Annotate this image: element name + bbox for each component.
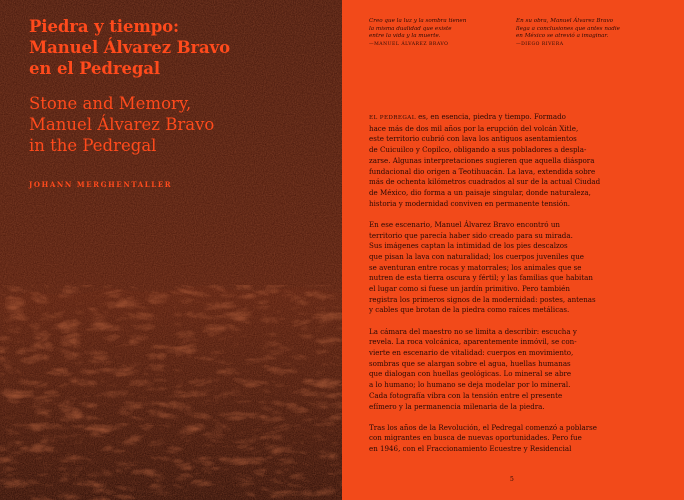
title-en-line: Stone and Memory, <box>29 94 192 113</box>
text-line: que pisan la lava con naturalidad; los cuerpos juveniles que <box>369 251 584 261</box>
epigraphs <box>369 18 669 58</box>
text-line: a lo humano; lo humano se deja modelar por lo mineral. <box>369 380 571 390</box>
text-line: revela. La roca volcánica, aparentemente inmóvil, se con- <box>369 337 577 347</box>
author-name: JOHANN MERGHENTALLER <box>29 180 173 189</box>
epigraph-attribution: —MANUEL ÁLVAREZ BRAVO <box>369 41 449 47</box>
text-line: La cámara del maestro no se limita a describir: escucha y <box>369 326 577 336</box>
text-line: sombras que se alargan sobre el agua, huellas humanas <box>369 358 571 368</box>
text-line: nutren de esta tierra oscura y fértil; y las familias que habitan <box>369 273 593 283</box>
text-line: que dialogan con huellas geológicas. Lo mineral se abre <box>369 369 572 379</box>
epigraph-line: la misma dualidad que existe <box>369 25 452 32</box>
text-line: este territorio cubrió con lava los antiguos asentamientos <box>369 134 577 144</box>
right-page <box>342 0 684 500</box>
epigraph-line: llega a conclusiones que antes nadie <box>516 25 620 32</box>
text-line: de México, dio forma a un paisaje singular, donde naturaleza, <box>369 187 591 197</box>
epigraph-alvarez-bravo <box>369 18 499 48</box>
text-line: más de ochenta kilómetros cuadrados al sur de la actual Ciudad <box>369 177 601 187</box>
text-line: vierte en escenario de vitalidad: cuerpos en movimiento, <box>369 348 574 358</box>
text-line <box>369 112 629 124</box>
title-es-line: en el Pedregal <box>29 59 161 78</box>
text-line: zarse. Algunas interpretaciones sugieren que aquella diáspora <box>369 155 595 165</box>
paragraph <box>369 220 629 316</box>
text-line: hace más de dos mil años por la erupción del volcán Xitle, <box>369 123 579 133</box>
text-line: de Cuicuilco y Copilco, obligando a sus pobladores a despla- <box>369 145 587 155</box>
epigraph-rivera <box>516 18 646 48</box>
left-title-block <box>29 16 329 189</box>
text-line: y cables que brotan de la piedra como raíces metálicas. <box>369 305 570 315</box>
epigraph-line: entre la vida y la muerte. <box>369 33 441 40</box>
text-line: con migrantes en busca de nuevas oportunidades. Pero fue <box>369 433 582 443</box>
epigraph-line: Creo que la luz y la sombra tienen <box>369 18 467 24</box>
text-line: Tras los años de la Revolución, el Pedregal comenzó a poblarse <box>369 422 598 432</box>
text-line: fundacional dio origen a Teotihuacán. La lava, extendida sobre <box>369 166 596 176</box>
text-line: en 1946, con el Fraccionamiento Ecuestre y Residencial <box>369 444 572 454</box>
text-line: territorio que parecía haber sido creado para su mirada. <box>369 230 573 240</box>
paragraph <box>369 112 629 209</box>
text-line: registra los primeros signos de la modernidad: postes, antenas <box>369 294 596 304</box>
body-text <box>369 112 629 465</box>
text-fragment: es, en esencia, piedra y tiempo. Formado <box>415 112 566 121</box>
title-spanish <box>29 16 329 79</box>
title-es-line: Piedra y tiempo: <box>29 17 180 36</box>
title-en-line: in the Pedregal <box>29 136 157 155</box>
text-line: historia y modernidad conviven en permanente tensión. <box>369 198 571 208</box>
epigraph-line: En su obra, Manuel Álvarez Bravo <box>516 18 614 24</box>
title-english <box>29 93 329 156</box>
lead-smallcaps: EL PEDREGAL <box>369 115 416 121</box>
paragraph <box>369 423 629 455</box>
text-line: En ese escenario, Manuel Álvarez Bravo encontró un <box>369 219 560 229</box>
epigraph-line: en México se atrevió a imaginar. <box>516 33 609 40</box>
title-es-line: Manuel Álvarez Bravo <box>29 38 231 57</box>
text-line: se aventuran entre rocas y matorrales; los animales que se <box>369 262 582 272</box>
paragraph <box>369 327 629 413</box>
text-line: el lugar como si fuese un jardín primitivo. Pero también <box>369 284 570 294</box>
text-line: Sus imágenes captan la intimidad de los pies descalzos <box>369 241 568 251</box>
title-en-line: Manuel Álvarez Bravo <box>29 115 215 134</box>
text-line: Cada fotografía vibra con la tensión entre el presente <box>369 390 563 400</box>
text-line: efímero y la permanencia milenaria de la piedra. <box>369 401 545 411</box>
epigraph-attribution: —DIEGO RIVERA <box>516 41 564 47</box>
page-number: 5 <box>510 476 514 483</box>
